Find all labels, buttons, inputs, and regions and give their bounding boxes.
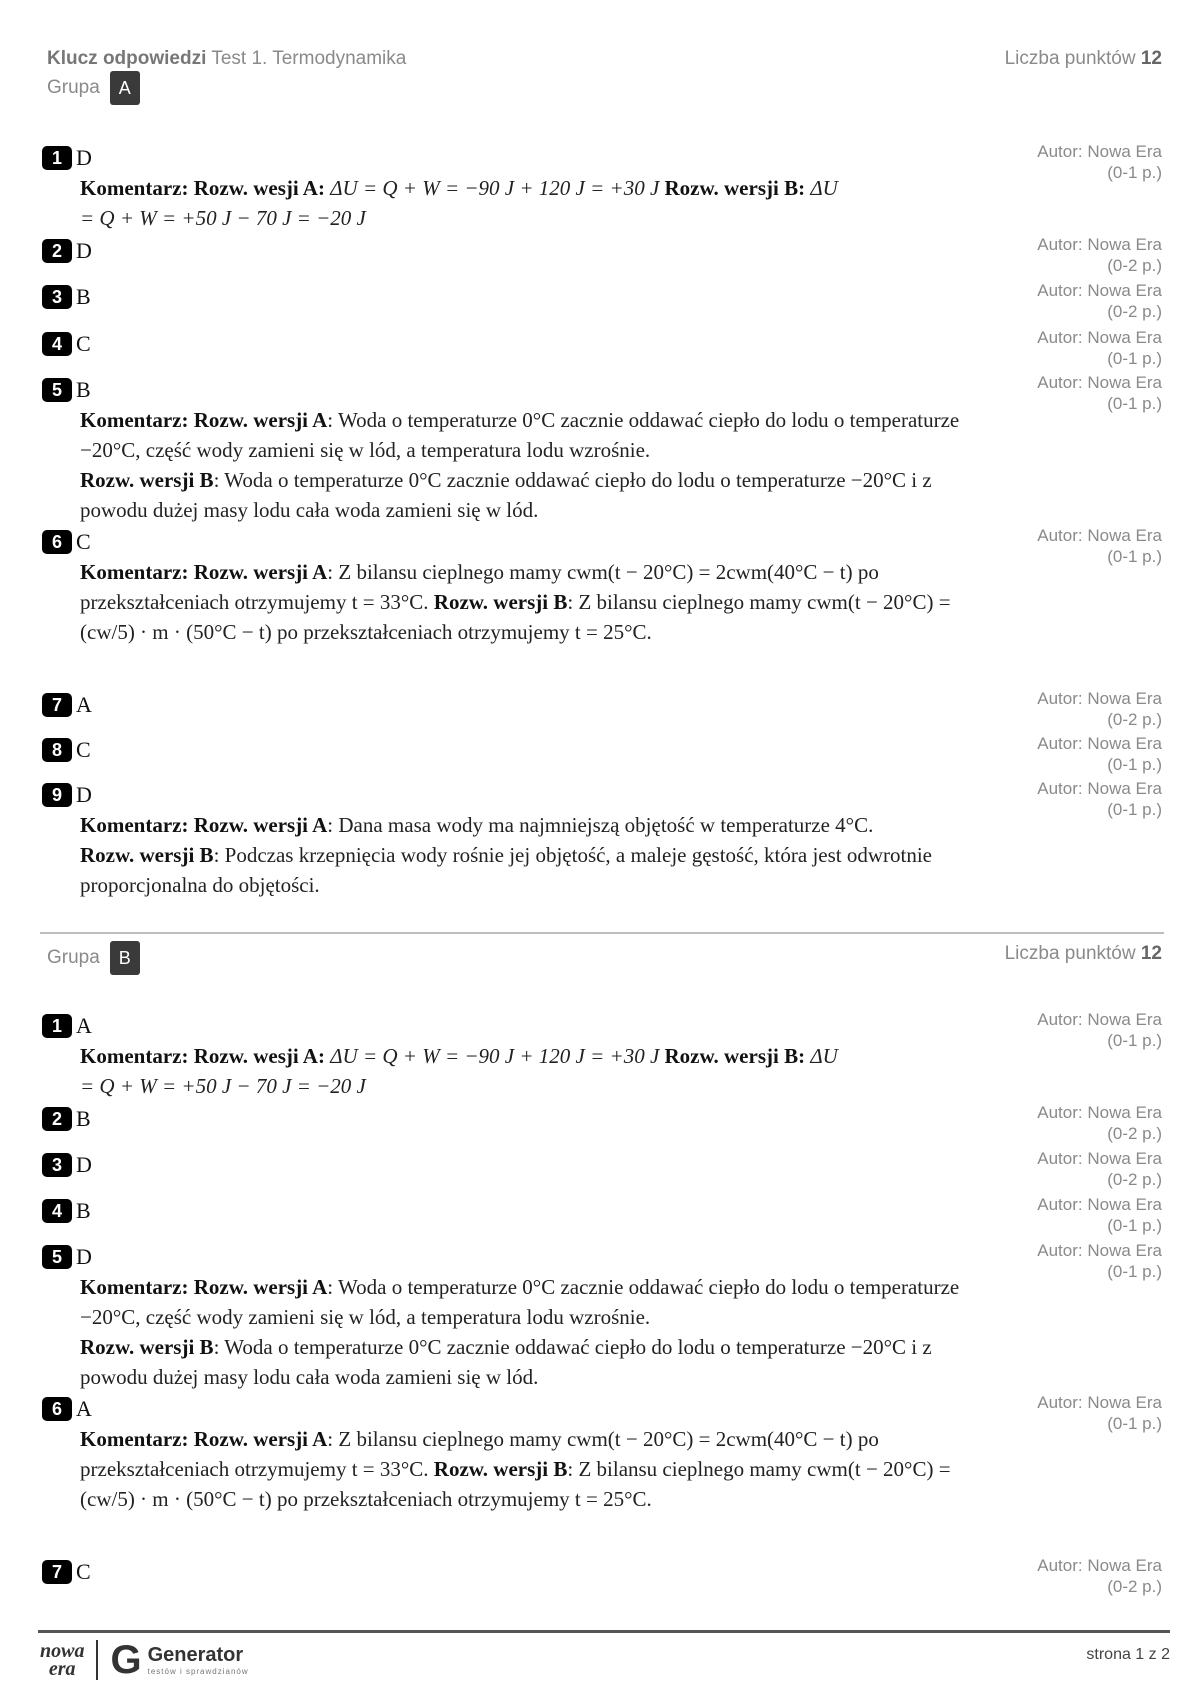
author: Autor: Nowa Era bbox=[1037, 689, 1162, 708]
comment-label: Komentarz: bbox=[80, 176, 189, 200]
version-b-label: Rozw. wersji B bbox=[433, 1457, 568, 1481]
answer: D bbox=[76, 238, 92, 263]
equation-a: ΔU = Q + W = −90 J + 120 J = +30 J bbox=[324, 176, 665, 200]
version-a-text: : Z bilansu cieplnego mamy cwm(t − 20°C) = 2cwm(40°C − t) po przekształceniach otrzymujemy t = 33°C. bbox=[80, 560, 879, 614]
comment-label: Komentarz: bbox=[80, 408, 189, 432]
author: Autor: Nowa Era bbox=[1037, 328, 1162, 347]
question-meta bbox=[1037, 1240, 1162, 1282]
question-meta bbox=[1037, 1392, 1162, 1434]
question-meta bbox=[1037, 1148, 1162, 1190]
points-range: (0-2 p.) bbox=[1107, 1124, 1162, 1143]
group-label: Grupa bbox=[47, 947, 100, 968]
answer: C bbox=[76, 529, 91, 554]
version-a-text: : Woda o temperaturze 0°C zacznie oddawać ciepło do lodu o temperaturze −20°C, część wody zamieni się w lód, a temperatura lodu wzrośnie. bbox=[80, 408, 960, 462]
question-meta bbox=[1037, 733, 1162, 775]
version-a-label: Rozw. wesji A: bbox=[193, 1044, 325, 1068]
group-b-points bbox=[1005, 943, 1162, 965]
question-a4 bbox=[42, 331, 992, 357]
question-number: 1 bbox=[42, 1014, 72, 1038]
author: Autor: Nowa Era bbox=[1037, 1556, 1162, 1575]
group-label: Grupa bbox=[47, 77, 100, 98]
version-a-text: : Woda o temperaturze 0°C zacznie oddawać ciepło do lodu o temperaturze −20°C, część wody zamieni się w lód, a temperatura lodu wzrośnie. bbox=[80, 1275, 960, 1329]
footer-rule bbox=[38, 1630, 1170, 1633]
version-a-label: Rozw. wesji A: bbox=[193, 176, 325, 200]
generator-name: Generator bbox=[147, 1644, 244, 1666]
points-label: Liczba punktów bbox=[1004, 48, 1136, 69]
version-a-label: Rozw. wersji A bbox=[193, 813, 328, 837]
points-range: (0-1 p.) bbox=[1107, 1262, 1162, 1281]
version-a-label: Rozw. wersji A bbox=[193, 1427, 328, 1451]
comment-label: Komentarz: bbox=[80, 813, 189, 837]
question-a6 bbox=[42, 529, 992, 647]
comment bbox=[80, 810, 992, 900]
generator-logo bbox=[110, 1640, 248, 1680]
question-number: 4 bbox=[42, 1199, 72, 1223]
answer: B bbox=[76, 284, 91, 309]
comment-label: Komentarz: bbox=[80, 1427, 189, 1451]
author: Autor: Nowa Era bbox=[1037, 1010, 1162, 1029]
answer: B bbox=[76, 1198, 91, 1223]
points-range: (0-1 p.) bbox=[1107, 394, 1162, 413]
generator-g-icon: G bbox=[110, 1638, 142, 1682]
comment-label: Komentarz: bbox=[80, 1044, 189, 1068]
points-range: (0-1 p.) bbox=[1107, 163, 1162, 182]
author: Autor: Nowa Era bbox=[1037, 142, 1162, 161]
page-number: strona 1 z 2 bbox=[1086, 1646, 1170, 1663]
question-number: 7 bbox=[42, 1560, 72, 1584]
version-b-label: Rozw. wersji B: bbox=[664, 1044, 806, 1068]
version-b-label: Rozw. wersji B bbox=[433, 590, 568, 614]
author: Autor: Nowa Era bbox=[1037, 734, 1162, 753]
answer: D bbox=[76, 145, 92, 170]
equation-b-part1: ΔU bbox=[805, 1044, 838, 1068]
logo-era-text: era bbox=[48, 1658, 76, 1680]
version-b-label: Rozw. wersji B: bbox=[664, 176, 806, 200]
comment bbox=[80, 405, 992, 525]
question-number: 2 bbox=[42, 1107, 72, 1131]
question-meta bbox=[1037, 778, 1162, 820]
question-number: 8 bbox=[42, 738, 72, 762]
answer: B bbox=[76, 1106, 91, 1131]
points-value: 12 bbox=[1140, 943, 1162, 964]
answer: D bbox=[76, 782, 92, 807]
points-range: (0-1 p.) bbox=[1107, 1414, 1162, 1433]
total-points bbox=[1005, 48, 1162, 70]
equation-b-part2: = Q + W = +50 J − 70 J = −20 J bbox=[80, 206, 366, 230]
author: Autor: Nowa Era bbox=[1037, 281, 1162, 300]
comment-label: Komentarz: bbox=[80, 1275, 189, 1299]
question-meta bbox=[1037, 141, 1162, 183]
points-value: 12 bbox=[1140, 48, 1162, 69]
generator-subtitle: testów i sprawdzianów bbox=[147, 1667, 249, 1676]
version-b-text: : Woda o temperaturze 0°C zacznie oddawać ciepło do lodu o temperaturze −20°C i z powodu dużej masy lodu cała woda zamieni się w lód. bbox=[80, 468, 932, 522]
version-b-text: : Podczas krzepnięcia wody rośnie jej objętość, a maleje gęstość, która jest odwrotnie proporcjonalna do objętości. bbox=[80, 843, 933, 897]
question-b2 bbox=[42, 1106, 992, 1132]
comment bbox=[80, 1424, 992, 1514]
question-b7 bbox=[42, 1559, 992, 1585]
equation-a: ΔU = Q + W = −90 J + 120 J = +30 J bbox=[324, 1044, 665, 1068]
points-range: (0-1 p.) bbox=[1107, 755, 1162, 774]
footer-logos bbox=[40, 1640, 249, 1680]
question-a7 bbox=[42, 692, 992, 718]
nowa-era-logo bbox=[40, 1642, 84, 1678]
author: Autor: Nowa Era bbox=[1037, 235, 1162, 254]
author: Autor: Nowa Era bbox=[1037, 1149, 1162, 1168]
equation-b-part2: = Q + W = +50 J − 70 J = −20 J bbox=[80, 1074, 366, 1098]
points-range: (0-2 p.) bbox=[1107, 1170, 1162, 1189]
question-meta bbox=[1037, 1009, 1162, 1051]
author: Autor: Nowa Era bbox=[1037, 1393, 1162, 1412]
question-meta bbox=[1037, 688, 1162, 730]
version-b-label: Rozw. wersji B bbox=[80, 468, 214, 492]
question-number: 6 bbox=[42, 1397, 72, 1421]
question-a8 bbox=[42, 737, 992, 763]
answer: D bbox=[76, 1244, 92, 1269]
logo-separator bbox=[96, 1640, 98, 1680]
question-number: 1 bbox=[42, 146, 72, 170]
question-meta bbox=[1037, 1194, 1162, 1236]
question-number: 5 bbox=[42, 1245, 72, 1269]
answer: C bbox=[76, 737, 91, 762]
version-b-text: : Z bilansu cieplnego mamy cwm(t − 20°C) = (cw/5) · m · (50°C − t) po przekształceniach otrzymujemy t = 25°C. bbox=[80, 590, 951, 644]
points-range: (0-2 p.) bbox=[1107, 256, 1162, 275]
question-number: 5 bbox=[42, 378, 72, 402]
points-range: (0-2 p.) bbox=[1107, 302, 1162, 321]
version-b-text: : Z bilansu cieplnego mamy cwm(t − 20°C) = (cw/5) · m · (50°C − t) po przekształceniach otrzymujemy t = 25°C. bbox=[80, 1457, 951, 1511]
question-a9 bbox=[42, 782, 992, 900]
title-bold: Klucz odpowiedzi bbox=[47, 48, 207, 69]
answer: A bbox=[76, 1396, 92, 1421]
question-a3 bbox=[42, 284, 992, 310]
question-number: 3 bbox=[42, 1153, 72, 1177]
group-badge: B bbox=[110, 941, 140, 975]
question-number: 9 bbox=[42, 783, 72, 807]
question-b1 bbox=[42, 1013, 992, 1101]
answer: C bbox=[76, 1559, 91, 1584]
comment bbox=[80, 557, 992, 647]
author: Autor: Nowa Era bbox=[1037, 373, 1162, 392]
points-range: (0-1 p.) bbox=[1107, 800, 1162, 819]
question-number: 7 bbox=[42, 693, 72, 717]
question-meta bbox=[1037, 1555, 1162, 1597]
group-a-header bbox=[47, 71, 140, 105]
group-b-header bbox=[47, 941, 140, 975]
version-a-text: : Dana masa wody ma najmniejszą objętość w temperaturze 4°C. bbox=[327, 813, 874, 837]
answer: B bbox=[76, 377, 91, 402]
question-b5 bbox=[42, 1244, 992, 1392]
version-a-label: Rozw. wersji A bbox=[193, 1275, 328, 1299]
points-range: (0-1 p.) bbox=[1107, 349, 1162, 368]
comment bbox=[80, 1272, 992, 1392]
question-a2 bbox=[42, 238, 992, 264]
question-meta bbox=[1037, 327, 1162, 369]
comment bbox=[80, 173, 992, 233]
comment bbox=[80, 1041, 992, 1101]
version-b-label: Rozw. wersji B bbox=[80, 843, 214, 867]
author: Autor: Nowa Era bbox=[1037, 779, 1162, 798]
points-range: (0-2 p.) bbox=[1107, 710, 1162, 729]
question-meta bbox=[1037, 234, 1162, 276]
author: Autor: Nowa Era bbox=[1037, 1195, 1162, 1214]
answer: D bbox=[76, 1152, 92, 1177]
logo-nowa-text: nowa bbox=[40, 1640, 85, 1662]
version-a-text: : Z bilansu cieplnego mamy cwm(t − 20°C) = 2cwm(40°C − t) po przekształceniach otrzymujemy t = 33°C. bbox=[80, 1427, 879, 1481]
points-range: (0-2 p.) bbox=[1107, 1577, 1162, 1596]
document-title bbox=[47, 48, 406, 70]
points-range: (0-1 p.) bbox=[1107, 1216, 1162, 1235]
question-a1 bbox=[42, 145, 992, 233]
points-range: (0-1 p.) bbox=[1107, 547, 1162, 566]
comment-label: Komentarz: bbox=[80, 560, 189, 584]
author: Autor: Nowa Era bbox=[1037, 526, 1162, 545]
question-meta bbox=[1037, 372, 1162, 414]
answer: A bbox=[76, 1013, 92, 1038]
answer: A bbox=[76, 692, 92, 717]
question-meta bbox=[1037, 280, 1162, 322]
points-range: (0-1 p.) bbox=[1107, 1031, 1162, 1050]
question-b3 bbox=[42, 1152, 992, 1178]
equation-b-part1: ΔU bbox=[805, 176, 838, 200]
version-a-label: Rozw. wersji A bbox=[193, 560, 328, 584]
question-meta bbox=[1037, 525, 1162, 567]
question-number: 2 bbox=[42, 239, 72, 263]
question-b4 bbox=[42, 1198, 992, 1224]
question-meta bbox=[1037, 1102, 1162, 1144]
question-number: 3 bbox=[42, 285, 72, 309]
version-a-label: Rozw. wersji A bbox=[193, 408, 328, 432]
title-rest: Test 1. Termodynamika bbox=[211, 48, 407, 69]
author: Autor: Nowa Era bbox=[1037, 1241, 1162, 1260]
question-number: 4 bbox=[42, 332, 72, 356]
version-b-label: Rozw. wersji B bbox=[80, 1335, 214, 1359]
question-number: 6 bbox=[42, 530, 72, 554]
question-b6 bbox=[42, 1396, 992, 1514]
author: Autor: Nowa Era bbox=[1037, 1103, 1162, 1122]
group-badge: A bbox=[110, 71, 140, 105]
points-label: Liczba punktów bbox=[1004, 943, 1136, 964]
group-divider bbox=[40, 932, 1164, 934]
answer: C bbox=[76, 331, 91, 356]
version-b-text: : Woda o temperaturze 0°C zacznie oddawać ciepło do lodu o temperaturze −20°C i z powodu dużej masy lodu cała woda zamieni się w lód. bbox=[80, 1335, 932, 1389]
question-a5 bbox=[42, 377, 992, 525]
